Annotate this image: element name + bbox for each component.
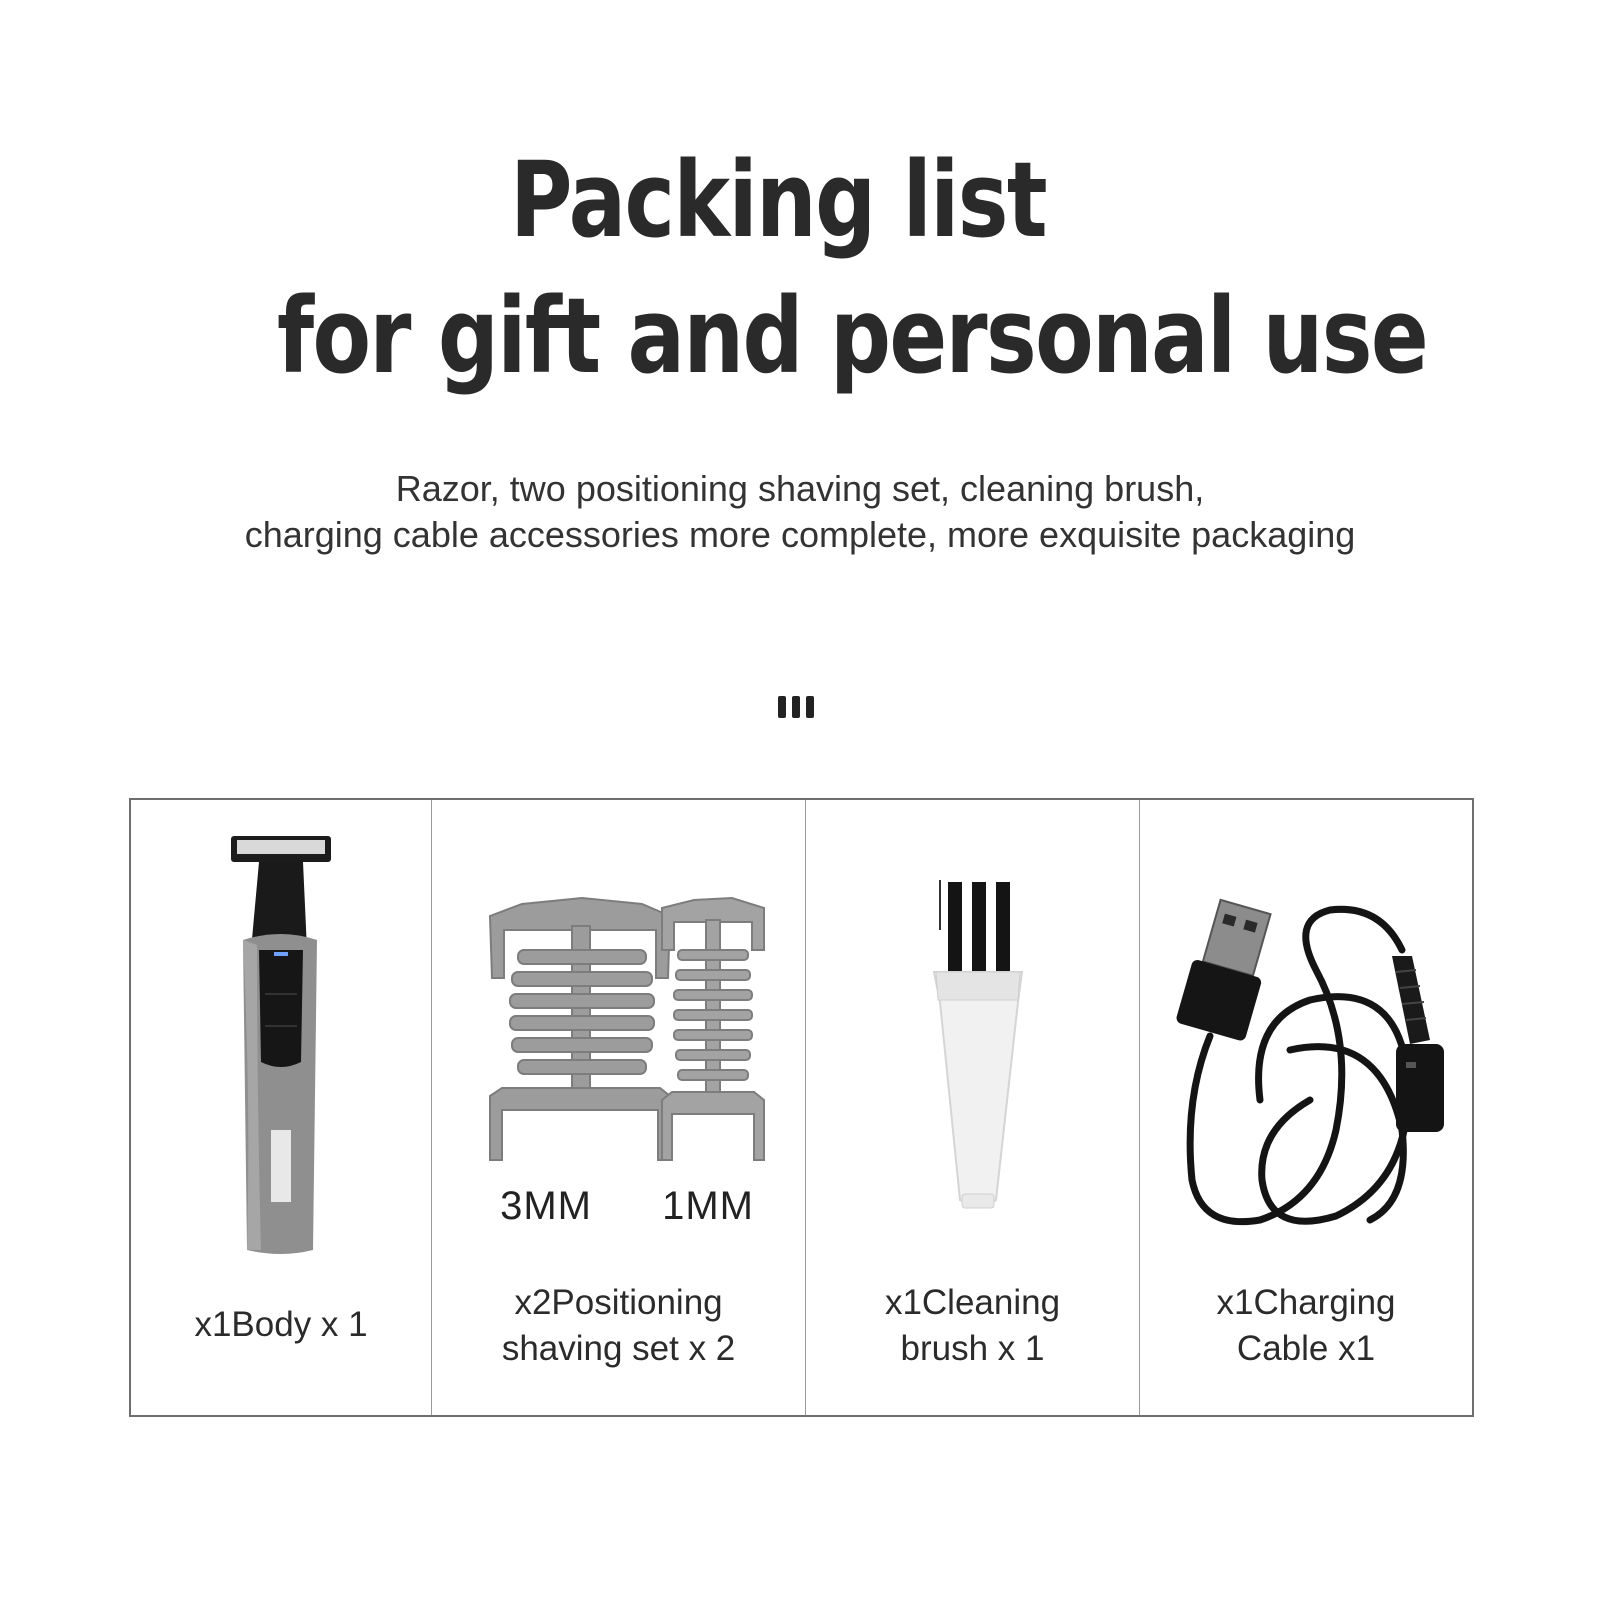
packing-item-cable [1140,800,1472,1415]
guide-label-1mm: 1MM [662,1184,754,1228]
cleaning-brush-icon [806,800,1141,1240]
trimmer-body-icon [131,800,433,1260]
caption-line: x2Positioning [514,1283,723,1322]
page-title-line-1: Packing list [510,139,1047,261]
divider-bars-icon [778,696,820,718]
packing-item-guides [432,800,806,1415]
packing-item-brush [806,800,1140,1415]
packing-item-caption [432,1280,805,1372]
caption-line: x1Body x 1 [194,1305,368,1344]
caption-line: brush x 1 [900,1329,1045,1368]
subtitle [0,466,1600,558]
packing-item-caption [806,1280,1139,1372]
packing-item-caption [131,1302,431,1348]
caption-line: Cable x1 [1236,1329,1376,1368]
guide-comb-icon [432,800,807,1180]
caption-line: x1Cleaning [884,1283,1061,1322]
packing-list-table [129,798,1474,1417]
subtitle-line-1: Razor, two positioning shaving set, cleaning brush, [395,468,1205,509]
packing-item-body [131,800,432,1415]
subtitle-line-2: charging cable accessories more complete, more exquisite packaging [244,514,1356,555]
caption-line: x1Charging [1216,1283,1396,1322]
packing-item-caption [1140,1280,1472,1372]
caption-line: shaving set x 2 [501,1329,736,1368]
usb-cable-icon [1140,800,1473,1240]
page-title-line-2: for gift and personal use [277,275,1428,397]
guide-label-3mm: 3MM [500,1184,592,1228]
